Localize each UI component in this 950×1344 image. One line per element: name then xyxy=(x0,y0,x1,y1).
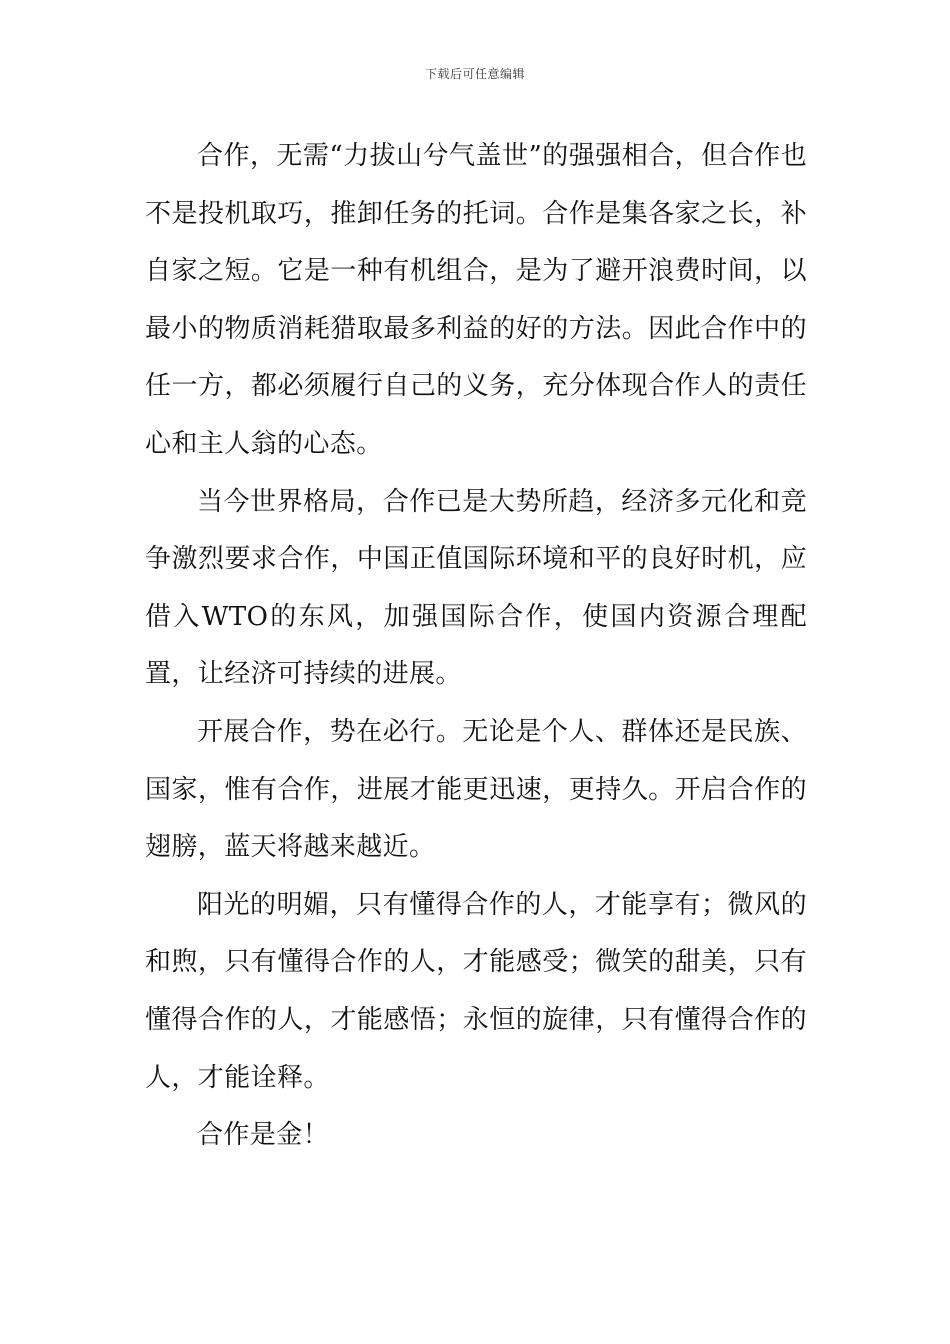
paragraph: 阳光的明媚，只有懂得合作的人，才能享有；微风的和煦，只有懂得合作的人，才能感受；微笑的甜美，只有懂得合作的人，才能感悟；永恒的旋律，只有懂得合作的人，才能诠释。 xyxy=(145,889,807,1093)
paragraph: 合作，无需“力拔山兮气盖世”的强强相合，但合作也不是投机取巧，推卸任务的托词。合作是集各家之长，补自家之短。它是一种有机组合，是为了避开浪费时间，以最小的物质消耗猎取最多利益的好的方法。因此合作中的任一方，都必须履行自己的义务，充分体现合作人的责任心和主人翁的心态。 xyxy=(145,141,807,459)
paragraph: 合作是金！ xyxy=(197,1120,330,1151)
paragraph: 当今世界格局，合作已是大势所趋，经济多元化和竞争激烈要求合作，中国正值国际环境和平的良好时机，应借入WTO的东风，加强国际合作，使国内资源合理配置，让经济可持续的进展。 xyxy=(145,486,807,690)
paragraph: 开展合作，势在必行。无论是个人、群体还是民族、国家，惟有合作，进展才能更迅速，更持久。开启合作的翅膀，蓝天将越来越近。 xyxy=(145,716,807,863)
document-body xyxy=(145,128,807,1165)
page-header: 下载后可任意编辑 xyxy=(424,67,525,81)
